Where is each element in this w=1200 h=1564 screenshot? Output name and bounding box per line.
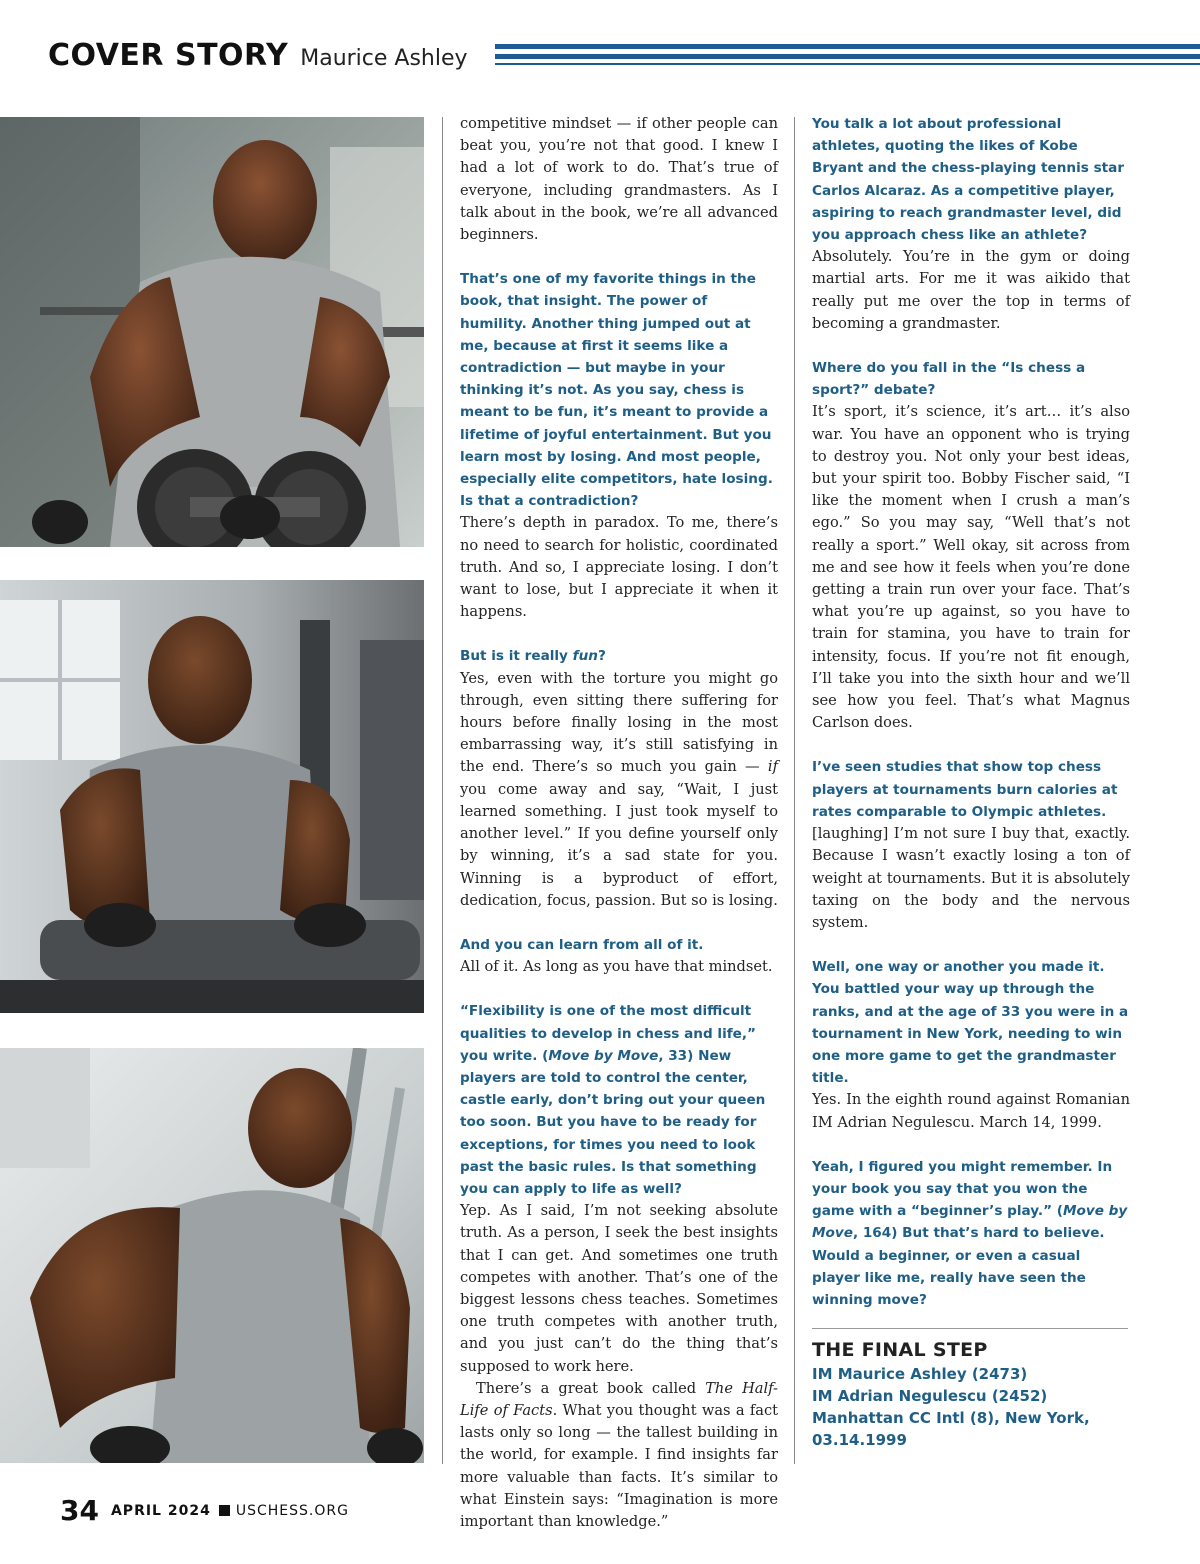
- question-paragraph: “Flexibility is one of the most difficult qualities to develop in chess and life,” you write. (Move by Move, 33) New players are told to control the center, castle early, don’t bring out your queen too soon. But you have to be ready for exceptions, for times you need to look past the basic rules. Is that something you can apply to life as well?: [460, 1003, 766, 1197]
- square-separator-icon: [219, 1505, 230, 1516]
- man-on-preacher-bench-photo: [0, 580, 424, 1013]
- answer-paragraph: competitive mindset — if other people can beat you, you’re not that good. I knew I had a lot of work to do. That’s true of everyone, including grandmasters. As I talk about in the book, we’re all advanced beginners.: [460, 115, 778, 244]
- final-step-box: [812, 1328, 1128, 1451]
- white-player: IM Maurice Ashley (2473): [812, 1365, 1028, 1383]
- answer-paragraph: Yes, even with the torture you might go through, even sitting there suffering for hours before finally losing in the most embarrassing way, it’s still satisfying in the end. There’s so much you gain — if you come away and say, “Wait, I just learned something. I just took myself to another level.” If you define yourself only by winning, it’s a sad state for you. Winning is a byproduct of effort, dedication, focus, passion. But so is losing.: [460, 669, 778, 909]
- question-paragraph: But is it really fun?: [460, 648, 606, 665]
- answer-paragraph: [laughing] I’m not sure I buy that, exactly. Because I wasn’t exactly losing a ton of weight at tournaments. But it is absolutely taxing on the body and the nervous system.: [812, 825, 1130, 931]
- page-footer: [60, 1494, 349, 1527]
- question-paragraph: Well, one way or another you made it. You battled your way up through the ranks, and at the age of 33 you were in a tournament in New York, needing to win one more game to get the grandmaster title.: [812, 959, 1129, 1087]
- page-header: [48, 38, 468, 73]
- question-paragraph: Where do you fall in the “Is chess a sport?” debate?: [812, 360, 1086, 399]
- answer-paragraph: It’s sport, it’s science, it’s art… it’s also war. You have an opponent who is trying to destroy you. Not only your best ideas, but your spirit too. Bobby Fischer said, “I like the moment when I crush a man’s ego.” So you may say, “Well that’s not really a sport.” Well okay, sit across from me and see how it feels when you’re done getting a train run over your face. That’s what you’re up against, so you have to train for stamina, you have to train for intensity, focus. If you’re not fit enough, I’ll take you into the sixth hour and we’ll see how you feel. That’s what Magnus Carlson does.: [812, 403, 1130, 732]
- black-player: IM Adrian Negulescu (2452): [812, 1387, 1048, 1405]
- header-rule: [495, 44, 1200, 68]
- answer-paragraph: There’s depth in paradox. To me, there’s no need to search for holistic, coordinated truth. And so, I appreciate losing. I don’t want to lose, but I appreciate it when it happens.: [460, 514, 778, 621]
- event-date: 03.14.1999: [812, 1431, 907, 1449]
- man-curling-dumbbell-photo: [0, 117, 424, 547]
- section-kicker: COVER STORY: [48, 38, 289, 73]
- final-step-title: THE FINAL STEP: [812, 1339, 988, 1361]
- answer-paragraph: Yes. In the eighth round against Romanian IM Adrian Negulescu. March 14, 1999.: [812, 1091, 1130, 1131]
- answer-paragraph: All of it. As long as you have that mindset.: [460, 958, 773, 976]
- question-paragraph: You talk a lot about professional athletes, quoting the likes of Kobe Bryant and the chess-playing tennis star Carlos Alcaraz. As a competitive player, aspiring to reach grandmaster level, did you approach chess like an athlete?: [812, 116, 1125, 244]
- article-column-2: [812, 113, 1130, 1311]
- column-divider: [442, 117, 443, 1464]
- story-subject: Maurice Ashley: [300, 46, 468, 71]
- answer-paragraph: Yep. As I said, I’m not seeking absolute truth. As a person, I seek the best insights that I can get. And sometimes one truth competes with another. That’s one of the biggest lessons chess teaches. Sometimes one truth competes with another truth, and you just can’t do the thing that’s supposed to work here.: [460, 1202, 778, 1375]
- event-name: Manhattan CC Intl (8), New York,: [812, 1409, 1090, 1427]
- question-paragraph: I’ve seen studies that show top chess players at tournaments burn calories at rates comparable to Olympic athletes.: [812, 759, 1118, 820]
- man-leaning-on-machine-photo: [0, 1048, 424, 1463]
- answer-paragraph: There’s a great book called The Half-Life of Facts. What you thought was a fact lasts only so long — the tallest building in the world, for example. I find insights far more valuable than facts. It’s similar to what Einstein says: “Imagination is more important than knowledge.”: [460, 1379, 778, 1530]
- page-number: 34: [60, 1494, 99, 1527]
- question-paragraph: Yeah, I figured you might remember. In your book you say that you won the game with a “beginner’s play.” (Move by Move, 164) But that’s hard to believe. Would a beginner, or even a casual player like me, really have seen the winning move?: [812, 1158, 1128, 1308]
- question-paragraph: That’s one of my favorite things in the book, that insight. The power of humility. Another thing jumped out at me, because at first it seems like a contradiction — but maybe in your thinking it’s not. As you say, chess is meant to be fun, it’s meant to provide a lifetime of joyful entertainment. But you learn most by losing. And most people, especially elite competitors, hate losing. Is that a contradiction?: [460, 271, 773, 510]
- question-paragraph: And you can learn from all of it.: [460, 936, 704, 953]
- website-label: USCHESS.ORG: [235, 1502, 349, 1519]
- article-column-1: [460, 113, 778, 1533]
- answer-paragraph: Absolutely. You’re in the gym or doing martial arts. For me it was aikido that really put me over the top in terms of becoming a grandmaster.: [812, 248, 1130, 332]
- issue-date: APRIL 2024: [110, 1502, 211, 1519]
- column-divider: [794, 117, 795, 1464]
